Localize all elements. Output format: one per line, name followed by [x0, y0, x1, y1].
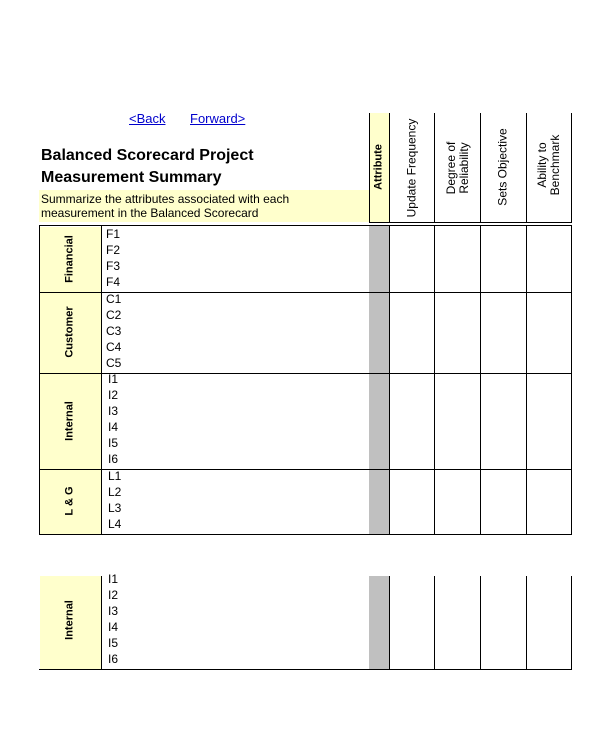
table-border: [101, 226, 102, 534]
table-border: [101, 576, 102, 670]
section-separator: [39, 373, 572, 374]
header-divider: [389, 113, 390, 223]
column-header-update-frequency: Update Frequency: [404, 118, 419, 218]
reliability-line-1: Degree of: [444, 141, 458, 195]
measure-code: I4: [108, 620, 119, 634]
benchmark-line-1: Ability to: [535, 142, 549, 188]
measure-code: L4: [108, 517, 122, 531]
measure-code: I4: [108, 420, 119, 434]
section-label-lg: L & G: [63, 486, 76, 516]
measure-code: I3: [108, 604, 119, 618]
measure-code: F4: [106, 275, 121, 289]
description-box: [39, 190, 369, 222]
measure-code: L1: [108, 469, 122, 483]
title-line-2: Measurement Summary: [41, 169, 222, 186]
measure-code: C2: [106, 308, 122, 322]
header-rule: [369, 222, 572, 223]
attribute-column: [369, 226, 389, 534]
description-line-1: Summarize the attributes associated with each: [41, 192, 290, 206]
forward-link[interactable]: Forward>: [190, 111, 246, 126]
header-divider: [434, 113, 435, 223]
measure-code: I2: [108, 388, 119, 402]
table-border: [389, 576, 390, 670]
attribute-column: [369, 576, 389, 670]
description-line-2: measurement in the Balanced Scorecard: [41, 206, 259, 220]
benchmark-line-2: Benchmark: [548, 134, 562, 196]
header-divider: [571, 113, 572, 223]
table-border: [480, 226, 481, 534]
table-border: [480, 576, 481, 670]
header-divider: [480, 113, 481, 223]
reliability-line-2: Reliability: [457, 142, 471, 194]
measure-code: I6: [108, 652, 119, 666]
measure-code: I2: [108, 588, 119, 602]
section-label-financial: Financial: [63, 235, 76, 283]
measure-code: I5: [108, 636, 119, 650]
column-header-benchmark: [536, 135, 562, 196]
table-border: [434, 576, 435, 670]
measure-code: I3: [108, 404, 119, 418]
measure-code: C4: [106, 340, 122, 354]
measure-code: I1: [108, 572, 119, 586]
measure-code: F2: [106, 243, 121, 257]
title-line-1: Balanced Scorecard Project: [41, 147, 254, 164]
measure-code: I5: [108, 436, 119, 450]
header-divider: [526, 113, 527, 223]
measure-code: F3: [106, 259, 121, 273]
measure-code: C1: [106, 292, 122, 306]
section-label-internal: Internal: [63, 401, 76, 441]
section-label-customer: Customer: [63, 306, 76, 358]
measure-code: C3: [106, 324, 122, 338]
table-border: [389, 226, 390, 534]
column-header-reliability: [445, 142, 471, 195]
table-border: [434, 226, 435, 534]
table-border: [571, 576, 572, 670]
column-header-sets-objective: Sets Objective: [495, 128, 510, 206]
table-border: [526, 226, 527, 534]
table-border: [571, 226, 572, 534]
measure-code: I6: [108, 452, 119, 466]
table-bottom-border: [39, 534, 572, 535]
table-border: [526, 576, 527, 670]
measure-code: C5: [106, 356, 122, 370]
measure-code: I1: [108, 372, 119, 386]
page-title: [41, 145, 254, 189]
measure-code: F1: [106, 227, 121, 241]
table-border: [39, 226, 40, 534]
section-label-internal: Internal: [63, 600, 76, 640]
measure-code: L2: [108, 485, 122, 499]
back-link[interactable]: <Back: [129, 111, 166, 126]
section-separator: [39, 669, 572, 670]
column-header-attribute: Attribute: [372, 144, 385, 190]
measure-code: L3: [108, 501, 122, 515]
header-divider: [369, 113, 370, 223]
